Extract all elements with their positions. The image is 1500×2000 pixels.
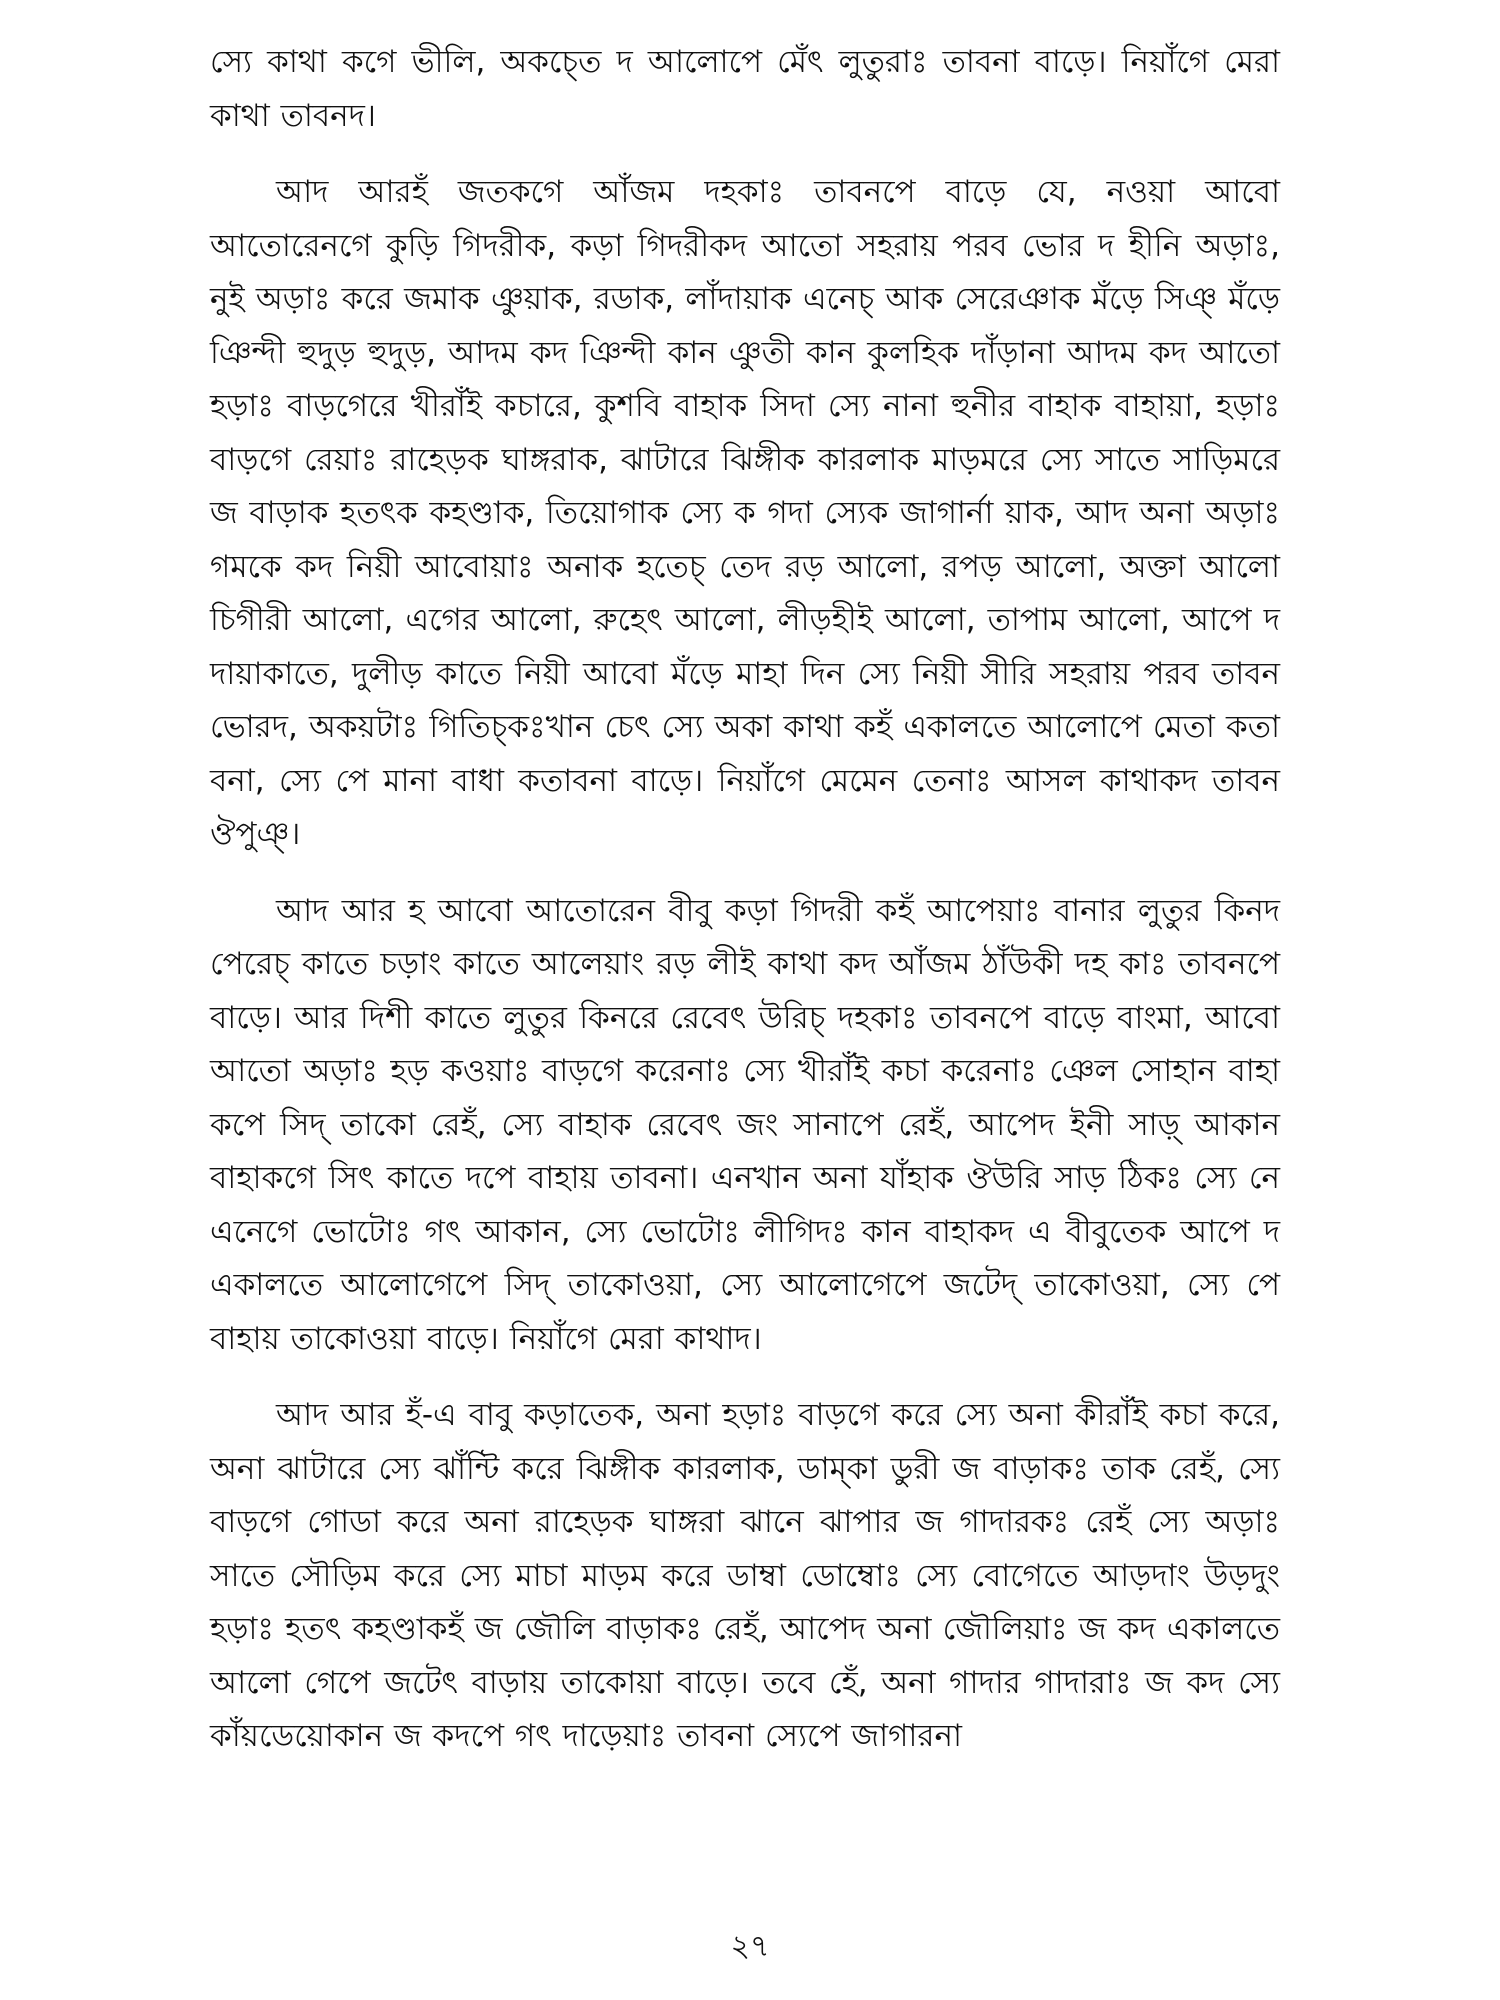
paragraph-3: আদ আর হ আবো আতোরেন বীবু কড়া গিদরী কহঁ আপেয়াঃ বানার লুতুর কিনদ পেরেচ্ কাতে চড়াং কাতে আলেয়াং রড় লীই কাথা কদ আঁজম ঠাঁউকী দহ কাঃ তাবনপে বাড়ে। আর দিশী কাতে লুতুর কিনরে রেবেৎ উরিচ্ দহকাঃ তাবনপে বাড়ে বাংমা, আবো আতো অড়াঃ হড় কওয়াঃ বাড়গে করেনাঃ স্যে খীরাঁই কচা করেনাঃ ঞেল সোহান বাহা কপে সিদ্ তাকো রেহঁ, স্যে বাহাক রেবেৎ জং সানাপে রেহঁ, আপেদ ইনী সাড়্ আকান বাহাকগে সিৎ কাতে দপে বাহায় তাবনা। এনখান অনা যাঁহাক ঔউরি সাড় ঠিকঃ স্যে নে এনেগে ভোটোঃ গৎ আকান, স্যে ভোটোঃ লীগিদঃ কান বাহাকদ এ বীবুতেক আপে দ একালতে আলোগেপে সিদ্ তাকোওয়া, স্যে আলোগেপে জটেদ্ তাকোওয়া, স্যে পে বাহায় তাকোওয়া বাড়ে। নিয়াঁগে মেরা কাথাদ। xyxy=(210,892,1280,1357)
paragraph-1: স্যে কাথা কগে ভীলি, অকচ্তে দ আলোপে মেঁৎ লুতুরাঃ তাবনা বাড়ে। নিয়াঁগে মেরা কাথা তাবনদ। xyxy=(210,44,1280,134)
page-number: ২৭ xyxy=(730,1929,770,1964)
paragraph-2: আদ আরহঁ জতকগে আঁজম দহকাঃ তাবনপে বাড়ে যে, নওয়া আবো আতোরেনগে কুড়ি গিদরীক, কড়া গিদরীকদ আতো সহরায় পরব ভোর দ হীনি অড়াঃ, নুই অড়াঃ করে জমাক ঞুয়াক, রডাক, লাঁদায়াক এনেচ্ আক সেরেঞাক মঁড়ে সিঞ্ মঁড়ে ঞিন্দী হুদুড় হুদুড়, আদম কদ ঞিন্দী কান ঞুতী কান কুলহিক দাঁড়ানা আদম কদ আতো হড়াঃ বাড়গেরে খীরাঁই কচারে, কুশবি বাহাক সিদা স্যে নানা হুনীর বাহাক বাহায়া, হড়াঃ বাড়গে রেয়াঃ রাহেড়ক ঘাঙ্গরাক, ঝাটারে ঝিঙ্গীক কারলাক মাড়মরে স্যে সাতে সাড়িমরে জ বাড়াক হতৎক কহণ্ডাক, তিয়োগাক স্যে ক গদা স্যেক জাগার্না য়াক, আদ অনা অড়াঃ গমকে কদ নিয়ী আবোয়াঃ অনাক হতেচ্ তেদ রড় আলো, রপড় আলো, অক্তা আলো চিগীরী আলো, এগের আলো, রুহেৎ আলো, লীড়হীই আলো, তাপাম আলো, আপে দ দায়াকাতে, দুলীড় কাতে নিয়ী আবো মঁড়ে মাহা দিন স্যে নিয়ী সীরি সহরায় পরব তাবন ভোরদ, অকয়টাঃ গিতিচ্কঃখান চেৎ স্যে অকা কাথা কহঁ একালতে আলোপে মেতা কতা বনা, স্যে পে মানা বাধা কতাবনা বাড়ে। নিয়াঁগে মেমেন তেনাঃ আসল কাথাকদ তাবন ঔপুঞ্। xyxy=(210,174,1280,852)
paragraph-4: আদ আর হঁ-এ বাবু কড়াতেক, অনা হড়াঃ বাড়গে করে স্যে অনা কীরাঁই কচা করে, অনা ঝাটারে স্যে ঝাঁন্টি করে ঝিঙ্গীক কারলাক, ডাম্কা ডুরী জ বাড়াকঃ তাক রেহঁ, স্যে বাড়গে গোডা করে অনা রাহেড়ক ঘাঙ্গরা ঝানে ঝাপার জ গাদারকঃ রেহঁ স্যে অড়াঃ সাতে সৌড়িম করে স্যে মাচা মাড়ম করে ডাম্বা ডোম্বোঃ স্যে বোগেতে আড়দাং উড়দুং হড়াঃ হতৎ কহণ্ডাকহঁ জ জৌলি বাড়াকঃ রেহঁ, আপেদ অনা জৌলিয়াঃ জ কদ একালতে আলো গেপে জটেৎ বাড়ায় তাকোয়া বাড়ে। তবে হেঁ, অনা গাদার গাদারাঃ জ কদ স্যে কাঁয়ডেয়োকান জ কদপে গৎ দাড়েয়াঃ তাবনা স্যেপে জাগারনা xyxy=(210,1397,1280,1754)
document-page xyxy=(210,36,1280,1956)
